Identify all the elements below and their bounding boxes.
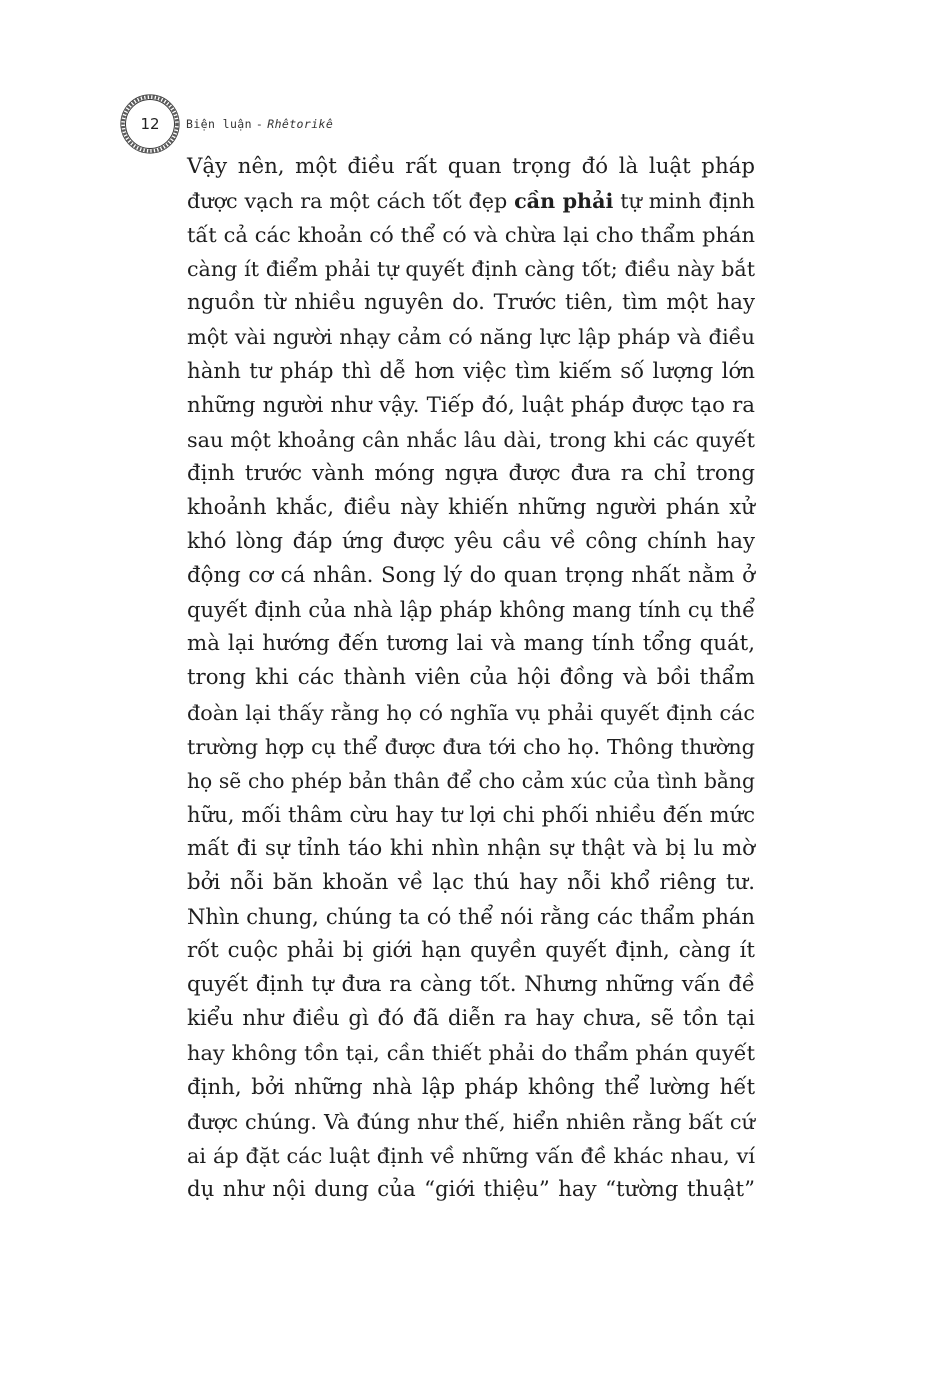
- text-run: tự minh định: [613, 189, 755, 214]
- text-line: Nhìn chung, chúng ta có thể nói rằng các thẩm phán: [187, 904, 755, 930]
- text-line: ai áp đặt các luật định về những vấn đề khác nhau, ví: [187, 1143, 755, 1168]
- text-line: đoàn lại thấy rằng họ có nghĩa vụ phải quyết định các: [187, 700, 755, 725]
- title-separator: -: [255, 117, 264, 131]
- running-title: [186, 117, 333, 131]
- body-paragraph: [187, 150, 755, 1207]
- text-line: hay không tồn tại, cần thiết phải do thẩm phán quyết: [187, 1041, 755, 1066]
- bold-phrase: cần phải: [514, 189, 614, 214]
- text-line: trường hợp cụ thể được đưa tới cho họ. Thông thường: [187, 734, 755, 759]
- text-line: những người như vậy. Tiếp đó, luật pháp được tạo ra: [187, 392, 755, 418]
- text-line: dụ như nội dung của “giới thiệu” hay “tường thuật”: [187, 1176, 755, 1202]
- text-line: tất cả các khoản có thể có và chừa lại cho thẩm phán: [187, 223, 755, 248]
- text-line: bởi nỗi băn khoăn về lạc thú hay nỗi khổ riêng tư.: [187, 869, 755, 895]
- text-line: càng ít điểm phải tự quyết định càng tốt; điều này bắt: [187, 257, 755, 282]
- text-line: hữu, mối thâm cừu hay tư lợi chi phối nhiều đến mức: [187, 801, 755, 827]
- text-line: định trước vành móng ngựa được đưa ra chỉ trong: [187, 460, 755, 486]
- text-line: [187, 184, 755, 218]
- text-line: Vậy nên, một điều rất quan trọng đó là luật pháp: [187, 154, 755, 179]
- text-line: khó lòng đáp ứng được yêu cầu về công chính hay: [187, 529, 755, 555]
- text-line: hành tư pháp thì dễ hơn việc tìm kiếm số lượng lớn: [187, 358, 755, 384]
- text-line: mà lại hướng đến tương lai và mang tính tổng quát,: [187, 631, 755, 657]
- text-line: rốt cuộc phải bị giới hạn quyền quyết định, càng ít: [187, 938, 755, 964]
- page-number-badge: [120, 94, 180, 154]
- text-line: nguồn từ nhiều nguyên do. Trước tiên, tìm một hay: [187, 290, 755, 316]
- text-line: một vài người nhạy cảm có năng lực lập pháp và điều: [187, 325, 755, 350]
- text-line: họ sẽ cho phép bản thân để cho cảm xúc của tình bằng: [187, 768, 755, 793]
- running-header: [120, 94, 333, 154]
- text-line: động cơ cá nhân. Song lý do quan trọng nhất nằm ở: [187, 563, 755, 589]
- text-line: trong khi các thành viên của hội đồng và bồi thẩm: [187, 665, 755, 691]
- page-number: 12: [140, 115, 160, 133]
- text-line: kiểu như điều gì đó đã diễn ra hay chưa, sẽ tồn tại: [187, 1006, 755, 1032]
- text-line: quyết định tự đưa ra càng tốt. Nhưng những vấn đề: [187, 972, 755, 998]
- text-line: khoảnh khắc, điều này khiến những người phán xử: [187, 494, 755, 520]
- text-line: sau một khoảng cân nhắc lâu dài, trong khi các quyết: [187, 427, 755, 452]
- text-line: được chúng. Và đúng như thế, hiển nhiên rằng bất cứ: [187, 1109, 755, 1134]
- book-subtitle: Rhêtorikê: [267, 117, 334, 131]
- book-title: Biện luận: [186, 117, 252, 131]
- text-line: mất đi sự tỉnh táo khi nhìn nhận sự thật và bị lu mờ: [187, 835, 755, 861]
- text-line: định, bởi những nhà lập pháp không thể lường hết: [187, 1074, 755, 1100]
- text-run: được vạch ra một cách tốt đẹp: [187, 189, 515, 214]
- text-line: quyết định của nhà lập pháp không mang tính cụ thể: [187, 597, 755, 623]
